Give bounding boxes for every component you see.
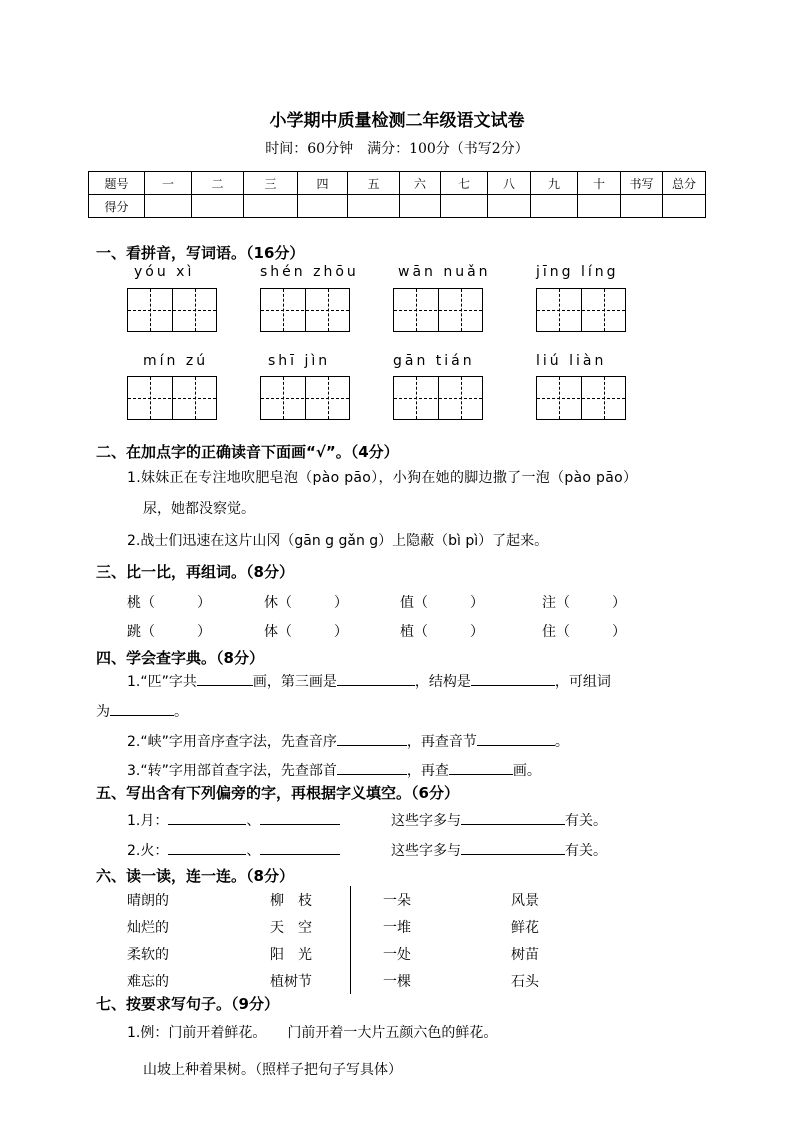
score-table-cell: 一 bbox=[145, 172, 192, 195]
question-text: 。 bbox=[554, 734, 569, 750]
match-item[interactable]: 难忘的 bbox=[127, 974, 169, 990]
question-line bbox=[127, 671, 611, 691]
column-divider bbox=[350, 886, 351, 994]
question-text: 有关。 bbox=[565, 813, 607, 829]
match-item[interactable]: 柳 枝 bbox=[270, 893, 312, 909]
match-item[interactable]: 树苗 bbox=[511, 947, 539, 963]
writing-grid[interactable] bbox=[127, 376, 217, 420]
question-text: 2.战士们迅速在这片山冈（gān g gǎn g）上隐蔽（bì pì）了起来。 bbox=[127, 533, 549, 549]
answer-blank[interactable] bbox=[197, 671, 253, 686]
compare-item: 体（ ） bbox=[264, 624, 348, 640]
answer-blank[interactable] bbox=[449, 760, 513, 775]
score-entry-cell[interactable] bbox=[244, 195, 298, 218]
compare-item: 休（ ） bbox=[264, 595, 348, 611]
section-2-heading: 二、在加点字的正确读音下面画“√”。（4分） bbox=[96, 443, 399, 461]
question-line bbox=[127, 731, 569, 751]
writing-grid[interactable] bbox=[260, 288, 350, 332]
question-text: 这些字多与 bbox=[391, 813, 461, 829]
question-line bbox=[96, 701, 188, 721]
pinyin-label: wān nuǎn bbox=[398, 264, 491, 280]
compare-item: 跳（ ） bbox=[127, 624, 211, 640]
question-line bbox=[127, 760, 541, 780]
pinyin-label: mín zú bbox=[143, 353, 209, 369]
score-entry-cell[interactable] bbox=[621, 195, 663, 218]
exam-info: 时间：60分钟 满分：100分（书写2分） bbox=[265, 141, 529, 157]
section-5-heading: 五、写出含有下列偏旁的字，再根据字义填空。（6分） bbox=[96, 784, 459, 802]
answer-blank[interactable] bbox=[471, 671, 555, 686]
match-item[interactable]: 天 空 bbox=[270, 920, 312, 936]
score-entry-cell[interactable] bbox=[663, 195, 706, 218]
pinyin-label: jīng líng bbox=[536, 264, 619, 280]
score-table-cell: 六 bbox=[400, 172, 441, 195]
separator: 、 bbox=[246, 843, 261, 859]
question-text: 为 bbox=[96, 704, 110, 720]
example-sentence: 1.例：门前开着鲜花。 门前开着一大片五颜六色的鲜花。 bbox=[127, 1025, 498, 1041]
pinyin-label: shén zhōu bbox=[260, 264, 359, 280]
score-table-header-row bbox=[89, 172, 706, 195]
match-item[interactable]: 一堆 bbox=[383, 920, 411, 936]
question-text: ，再查音节 bbox=[406, 734, 477, 750]
score-table-cell: 二 bbox=[192, 172, 244, 195]
section-1-heading: 一、看拼音，写词语。（16分） bbox=[96, 244, 305, 262]
match-item[interactable]: 石头 bbox=[511, 974, 539, 990]
pinyin-label: gān tián bbox=[393, 353, 475, 369]
question-line bbox=[391, 840, 607, 860]
score-table-cell: 八 bbox=[488, 172, 531, 195]
answer-blank[interactable] bbox=[461, 810, 565, 825]
compare-item: 注（ ） bbox=[542, 595, 626, 611]
match-item[interactable]: 鲜花 bbox=[511, 920, 539, 936]
score-table-cell: 九 bbox=[531, 172, 578, 195]
question-text: 这些字多与 bbox=[391, 843, 461, 859]
score-table-cell: 书写 bbox=[621, 172, 663, 195]
score-table-cell: 总分 bbox=[663, 172, 706, 195]
task-sentence: 山坡上种着果树。（照样子把句子写具体） bbox=[143, 1062, 402, 1078]
question-text: 。 bbox=[174, 704, 188, 720]
compare-item: 住（ ） bbox=[542, 624, 626, 640]
question-text: 尿，她都没察觉。 bbox=[143, 501, 255, 517]
score-table-cell: 三 bbox=[244, 172, 298, 195]
score-table-cell: 五 bbox=[348, 172, 400, 195]
match-item[interactable]: 柔软的 bbox=[127, 947, 169, 963]
writing-grid[interactable] bbox=[393, 288, 483, 332]
question-line bbox=[127, 810, 340, 830]
score-table-cell: 七 bbox=[441, 172, 488, 195]
answer-blank[interactable] bbox=[477, 731, 555, 746]
answer-blank[interactable] bbox=[168, 840, 246, 855]
question-text: 3.“转”字用部首查字法，先查部首 bbox=[127, 763, 337, 779]
answer-blank[interactable] bbox=[168, 810, 246, 825]
pinyin-label: liú liàn bbox=[536, 353, 607, 369]
question-text: ，结构是 bbox=[414, 674, 471, 690]
match-item[interactable]: 植树节 bbox=[270, 974, 312, 990]
section-3-heading: 三、比一比，再组词。（8分） bbox=[96, 563, 294, 581]
match-item[interactable]: 晴朗的 bbox=[127, 893, 169, 909]
question-text: 有关。 bbox=[565, 843, 607, 859]
score-entry-cell[interactable] bbox=[348, 195, 400, 218]
score-entry-cell[interactable] bbox=[192, 195, 244, 218]
question-text: 1.月： bbox=[127, 813, 169, 829]
match-item[interactable]: 一朵 bbox=[383, 893, 411, 909]
question-text: 画。 bbox=[512, 763, 541, 779]
score-table-score-row bbox=[89, 195, 706, 218]
writing-grid[interactable] bbox=[393, 376, 483, 420]
question-line bbox=[391, 810, 607, 830]
writing-grid[interactable] bbox=[127, 288, 217, 332]
match-item[interactable]: 一棵 bbox=[383, 974, 411, 990]
score-table-cell: 题号 bbox=[89, 172, 145, 195]
score-table-cell: 十 bbox=[578, 172, 621, 195]
answer-blank[interactable] bbox=[260, 840, 340, 855]
page-title: 小学期中质量检测二年级语文试卷 bbox=[269, 111, 525, 131]
answer-blank[interactable] bbox=[110, 701, 174, 716]
score-entry-cell[interactable] bbox=[441, 195, 488, 218]
pinyin-label: shī jìn bbox=[268, 353, 331, 369]
score-entry-cell[interactable] bbox=[298, 195, 348, 218]
match-item[interactable]: 一处 bbox=[383, 947, 411, 963]
compare-item: 值（ ） bbox=[400, 595, 484, 611]
score-entry-cell[interactable] bbox=[488, 195, 531, 218]
question-text: 1.“匹”字共 bbox=[127, 674, 197, 690]
section-7-heading: 七、按要求写句子。（9分） bbox=[96, 995, 279, 1013]
match-item[interactable]: 阳 光 bbox=[270, 947, 312, 963]
answer-blank[interactable] bbox=[461, 840, 565, 855]
section-6-heading: 六、读一读，连一连。（8分） bbox=[96, 867, 294, 885]
match-item[interactable]: 风景 bbox=[511, 893, 539, 909]
answer-blank[interactable] bbox=[260, 810, 340, 825]
separator: 、 bbox=[246, 813, 261, 829]
answer-blank[interactable] bbox=[337, 731, 407, 746]
writing-grid[interactable] bbox=[536, 288, 626, 332]
writing-grid[interactable] bbox=[536, 376, 626, 420]
pinyin-label: yóu xì bbox=[134, 264, 195, 280]
compare-item: 植（ ） bbox=[400, 624, 484, 640]
question-text: ，可组词 bbox=[554, 674, 611, 690]
score-entry-cell[interactable] bbox=[578, 195, 621, 218]
question-line bbox=[127, 840, 340, 860]
section-4-heading: 四、学会查字典。（8分） bbox=[96, 649, 264, 667]
question-text: 2.“峡”字用音序查字法，先查音序 bbox=[127, 734, 337, 750]
answer-blank[interactable] bbox=[337, 671, 415, 686]
score-table-cell: 四 bbox=[298, 172, 348, 195]
compare-item: 桃（ ） bbox=[127, 595, 211, 611]
answer-blank[interactable] bbox=[337, 760, 407, 775]
score-entry-cell[interactable] bbox=[145, 195, 192, 218]
question-text: 1.妹妹正在专注地吹肥皂泡（pào pāo），小狗在她的脚边撒了一泡（pào pāo） bbox=[127, 470, 638, 486]
question-text: 2.火： bbox=[127, 843, 169, 859]
score-table-cell: 得分 bbox=[89, 195, 145, 218]
score-table bbox=[88, 171, 706, 218]
match-item[interactable]: 灿烂的 bbox=[127, 920, 169, 936]
writing-grid[interactable] bbox=[260, 376, 350, 420]
question-text: ，再查 bbox=[406, 763, 449, 779]
score-entry-cell[interactable] bbox=[531, 195, 578, 218]
score-entry-cell[interactable] bbox=[400, 195, 441, 218]
question-text: 画，第三画是 bbox=[252, 674, 337, 690]
